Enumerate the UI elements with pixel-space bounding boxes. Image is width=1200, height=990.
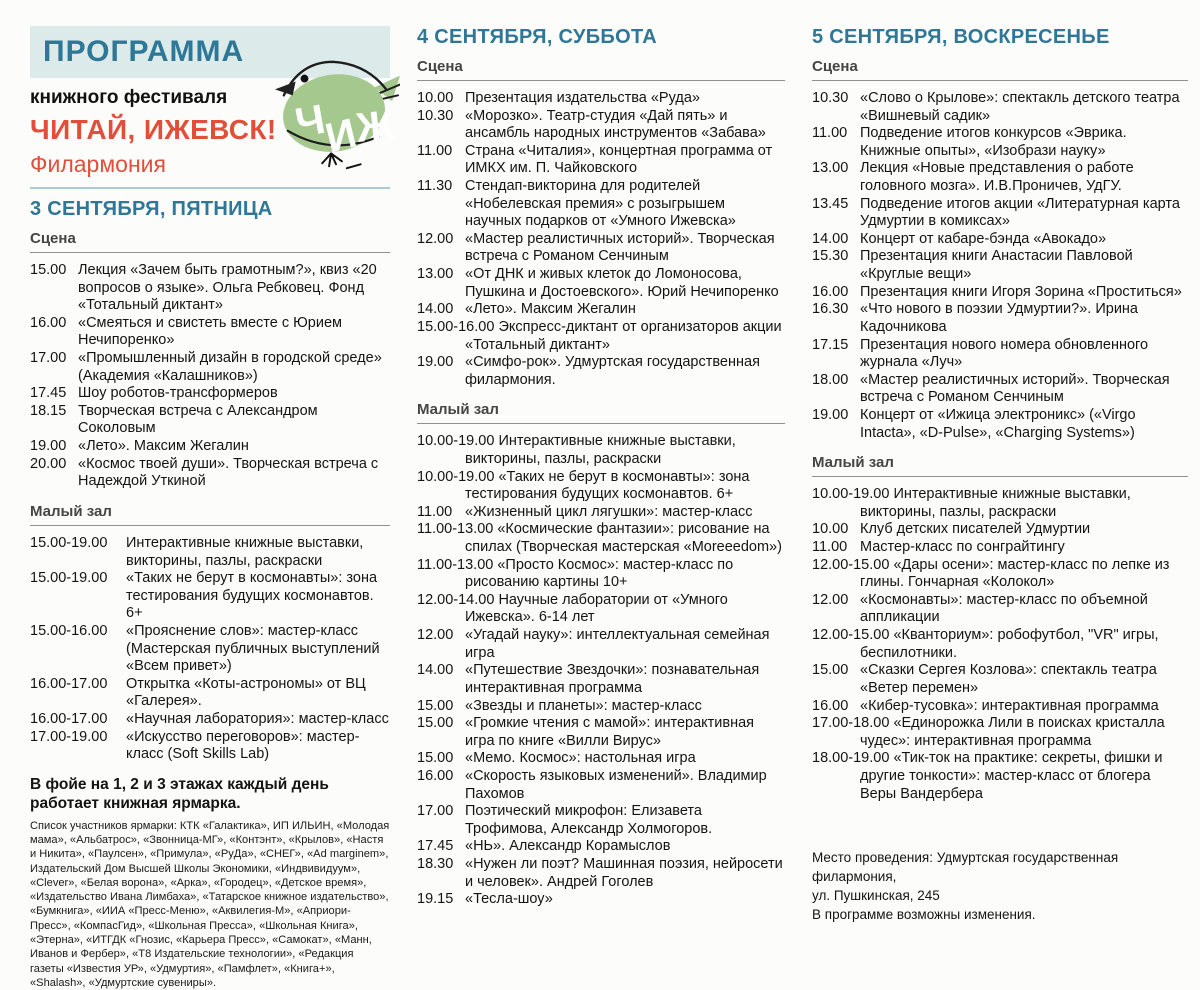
- schedule-item: [30, 711, 390, 729]
- time-label: 12.00-14.00: [417, 591, 495, 608]
- event-text: Концерт от кабаре-бэнда «Авокадо»: [860, 230, 1107, 247]
- festival-venue: Филармония: [30, 151, 166, 177]
- event-text: «Путешествие Звездочки»: познавательная интерактивная программа: [465, 662, 760, 696]
- event-text: Презентация нового номера обновленного журнала «Луч»: [860, 336, 1149, 371]
- section-label: Малый зал: [417, 401, 785, 424]
- time-label: 17.00: [30, 350, 67, 367]
- event-text: «Мемо. Космос»: настольная игра: [465, 750, 696, 767]
- time-label: 12.00-15.00: [812, 627, 890, 644]
- schedule-item: [30, 535, 390, 570]
- schedule-item: [812, 196, 1188, 231]
- event-text: «Космические фантазии»: рисование на спилах (Творческая мастерская «Moreeedom»): [465, 521, 782, 556]
- program-change-note: В программе возможны изменения.: [812, 906, 1036, 922]
- logo-letter-i: И: [320, 109, 361, 162]
- schedule-item: [417, 143, 785, 178]
- event-text: «От ДНК и живых клеток до Ломоносова, Пушкина и Достоевского». Юрий Нечипоренко: [465, 266, 779, 300]
- schedule-item: [417, 891, 785, 909]
- time-label: 18.15: [30, 402, 67, 419]
- schedule-item: [417, 803, 785, 838]
- schedule-item: [812, 592, 1188, 627]
- schedule-item: [417, 178, 785, 231]
- event-text: Открытка «Коты-астрономы» от ВЦ «Галерея».: [126, 675, 366, 710]
- time-label: 12.00: [417, 230, 454, 247]
- event-text: «Нужен ли поэт? Машинная поэзия, нейросети и человек». Андрей Гоголев: [465, 855, 783, 890]
- event-text: «Звезды и планеты»: мастер-класс: [465, 697, 702, 714]
- schedule-item: [812, 486, 1188, 521]
- schedule-item: [812, 662, 1188, 697]
- schedule-item: [30, 570, 390, 623]
- schedule-item: [812, 90, 1188, 125]
- schedule-item: [417, 750, 785, 768]
- schedule-item: [812, 715, 1188, 750]
- event-text: «Что нового в поэзии Удмуртии?». Ирина Кадочникова: [860, 301, 1138, 335]
- day-2-schedule: [417, 58, 785, 909]
- time-label: 14.00: [417, 662, 454, 679]
- schedule-item: [812, 284, 1188, 302]
- schedule-item: [30, 456, 390, 491]
- schedule-list: [812, 90, 1188, 442]
- event-text: Клуб детских писателей Удмуртии: [860, 521, 1091, 538]
- section-label: Сцена: [812, 58, 1188, 81]
- event-text: Презентация книги Игоря Зорина «Проститься»: [860, 283, 1182, 300]
- time-label: 18.00: [812, 371, 849, 388]
- event-text: Интерактивные книжные выставки, викторины, пазлы, раскраски: [465, 433, 736, 467]
- column-day-3: [812, 26, 1188, 990]
- schedule-item: [417, 231, 785, 266]
- header-divider: [30, 187, 390, 189]
- event-text: Научные лаборатории от «Умного Ижевска». 6-14 лет: [465, 591, 728, 626]
- schedule-item: [812, 160, 1188, 195]
- event-text: «Мастер реалистичных историй». Творческая встреча с Романом Сенчиным: [465, 230, 775, 265]
- schedule-item: [812, 698, 1188, 716]
- schedule-item: [812, 248, 1188, 283]
- event-text: «Космонавты»: мастер-класс по объемной аппликации: [860, 591, 1148, 626]
- time-label: 19.00: [417, 354, 454, 371]
- schedule-item: [812, 539, 1188, 557]
- time-label: 16.00-17.00: [30, 675, 108, 692]
- schedule-list: [30, 262, 390, 491]
- logo-letter-zh: Ж: [354, 101, 397, 151]
- schedule-list: [417, 90, 785, 389]
- schedule-item: [30, 729, 390, 764]
- event-text: «Просто Космос»: мастер-класс по рисованию картины 10+: [465, 556, 734, 591]
- time-label: 15.00: [417, 697, 454, 714]
- event-text: «Симфо-рок». Удмуртская государственная филармония.: [465, 354, 760, 388]
- time-label: 10.00: [812, 521, 849, 538]
- schedule-item: [417, 433, 785, 468]
- festival-subtitle: книжного фестиваля: [30, 87, 228, 108]
- time-label: 18.00-19.00: [812, 750, 890, 767]
- schedule-item: [812, 125, 1188, 160]
- schedule-item: [417, 319, 785, 354]
- time-label: 15.00: [417, 715, 454, 732]
- schedule-item: [812, 372, 1188, 407]
- schedule-item: [417, 301, 785, 319]
- time-label: 20.00: [30, 455, 67, 472]
- schedule-item: [812, 750, 1188, 803]
- time-label: 15.00: [30, 262, 67, 278]
- book-fair-participants: Список участников ярмарки: КТК «Галактика», ИП ИЛЬИН, «Молодая мама», «Альбатрос», «Звонница-МГ», «Контэнт», «Крылов», «Настя и Никита», «Паулсен», «Примула», «РуДа», «СНЕГ», «Ad marginem», Издательский Дом Высшей Школы Экономики, «Индвивидуум», «Clever», «Белая ворона», «Арка», «Городец», «Детское время», «Издательство Ивана Лимбаха», «Татарское книжное издательство», «Бумкнига», «ИИА «Пресс-Меню», «Аквилегия-М», «Априори-Пресс», «КомпасГид», «Школьная Пресса», «Школьная Книга», «Этерна», «ИТГДК «Гнозис, «Карьера Пресс», «Самокат», «Манн, Иванов и Фербер», «Т8 Издательские технологии», «Редакция газеты «Известия УР», «Удмуртия», «Памфлет», «Книга+», «Shalash», «Удмуртские сувениры».: [30, 819, 390, 989]
- time-label: 11.00: [812, 539, 848, 556]
- schedule-item: [417, 715, 785, 750]
- time-label: 14.00: [812, 230, 849, 247]
- time-label: 11.00: [417, 503, 453, 520]
- event-text: Стендап-викторина для родителей «Нобелевская премия» с розыгрышем научных подарков от «Умного Ижевска»: [465, 178, 736, 230]
- day-1-schedule: [30, 230, 390, 764]
- event-text: «Смеяться и свистеть вместе с Юрием Нечипоренко»: [78, 314, 342, 349]
- schedule-item: [417, 266, 785, 301]
- schedule-item: [30, 315, 390, 350]
- schedule-item: [417, 521, 785, 556]
- time-label: 12.00: [812, 591, 849, 608]
- time-label: 17.00-18.00: [812, 715, 890, 732]
- time-label: 17.00: [417, 803, 454, 820]
- schedule-item: [812, 521, 1188, 539]
- time-label: 13.00: [417, 266, 454, 283]
- day-title-saturday: 4 СЕНТЯБРЯ, СУББОТА: [417, 26, 657, 48]
- event-text: «Кибер-тусовка»: интерактивная программа: [860, 697, 1159, 714]
- time-label: 17.00-19.00: [30, 728, 108, 745]
- event-text: «Таких не берут в космонавты»: зона тестирования будущих космонавтов. 6+: [465, 468, 750, 503]
- event-text: «Скорость языковых изменений». Владимир Пахомов: [465, 767, 767, 802]
- event-text: «Тик-ток на практике: секреты, фишки и другие тонкости»: мастер-класс от блогера Веры Вандербера: [860, 750, 1163, 802]
- event-text: «Прояснение слов»: мастер-класс (Мастерская публичных выступлений «Всем привет»): [126, 622, 380, 675]
- day-title-friday: 3 СЕНТЯБРЯ, ПЯТНИЦА: [30, 198, 273, 220]
- event-text: Презентация книги Анастасии Павловой «Круглые вещи»: [860, 248, 1133, 283]
- schedule-item: [417, 504, 785, 522]
- chizh-bird-logo: [272, 52, 400, 182]
- event-text: «Дары осени»: мастер-класс по лепке из глины. Гончарная «Колокол»: [860, 556, 1170, 591]
- time-label: 15.00: [812, 662, 849, 679]
- time-label: 16.00: [417, 767, 454, 784]
- schedule-item: [30, 403, 390, 438]
- event-text: «Научная лаборатория»: мастер-класс: [126, 711, 389, 728]
- schedule-item: [417, 698, 785, 716]
- event-text: «Искусство переговоров»: мастер-класс (Soft Skills Lab): [126, 728, 360, 763]
- time-label: 11.00-13.00: [417, 556, 494, 573]
- schedule-item: [812, 407, 1188, 442]
- event-text: Творческая встреча с Александром Соколовым: [78, 402, 318, 437]
- event-text: Лекция «Новые представления о работе головного мозга». И.В.Проничев, УдГУ.: [860, 160, 1134, 195]
- time-label: 11.00: [417, 142, 453, 159]
- time-label: 10.30: [417, 107, 454, 124]
- event-text: Мастер-класс по сонграйтингу: [860, 539, 1065, 556]
- event-text: «Слово о Крылове»: спектакль детского театра «Вишневый садик»: [860, 90, 1180, 124]
- schedule-item: [30, 350, 390, 385]
- column-day-2: [417, 26, 785, 990]
- event-text: «Жизненный цикл лягушки»: мастер-класс: [465, 503, 753, 520]
- festival-name: ЧИТАЙ, ИЖЕВСК!: [30, 114, 277, 145]
- time-label: 16.00: [812, 283, 849, 300]
- time-label: 15.00-19.00: [30, 570, 108, 587]
- section-label: Сцена: [417, 58, 785, 81]
- event-text: Лекция «Зачем быть грамотным?», квиз «20 вопросов о языке». Ольга Ребковец. Фонд «Тотальный диктант»: [78, 262, 377, 314]
- time-label: 19.00: [812, 406, 849, 423]
- schedule-item: [417, 768, 785, 803]
- logo-letter-ch: Ч: [291, 95, 329, 147]
- schedule-item: [417, 90, 785, 108]
- schedule-item: [417, 354, 785, 389]
- event-text: «Мастер реалистичных историй». Творческая встреча с Романом Сенчиным: [860, 371, 1170, 406]
- section-label: Сцена: [30, 230, 390, 253]
- schedule-item: [812, 337, 1188, 372]
- event-text: «Единорожка Лили в поисках кристалла чудес»: интерактивная программа: [860, 715, 1165, 749]
- event-text: «Угадай науку»: интеллектуальная семейная игра: [465, 627, 770, 661]
- event-text: Поэтический микрофон: Елизавета Трофимова, Александр Холмогоров.: [465, 803, 713, 837]
- schedule-item: [417, 108, 785, 143]
- time-label: 12.00: [417, 627, 454, 644]
- venue-footer: [812, 849, 1188, 925]
- event-text: «Лето». Максим Жегалин: [78, 438, 249, 455]
- time-label: 10.00: [417, 90, 454, 106]
- event-text: Подведение итогов акции «Литературная карта Удмуртии в комиксах»: [860, 195, 1180, 230]
- time-label: 15.00-16.00: [417, 318, 495, 335]
- schedule-item: [30, 623, 390, 676]
- schedule-item: [417, 592, 785, 627]
- schedule-item: [30, 438, 390, 456]
- event-text: «Космос твоей души». Творческая встреча с Надеждой Уткиной: [78, 455, 379, 490]
- time-label: 10.00-19.00: [417, 468, 495, 485]
- event-text: Шоу роботов-трансформеров: [78, 385, 278, 402]
- schedule-item: [417, 856, 785, 891]
- event-text: Концерт от «Ижица электроникс» («Virgo Intacta», «D-Pulse», «Charging Systems»): [860, 406, 1136, 441]
- section-label: Малый зал: [30, 503, 390, 526]
- time-label: 16.00-17.00: [30, 711, 108, 728]
- column-day-1: [30, 26, 397, 990]
- time-label: 11.00: [812, 125, 848, 142]
- time-label: 10.00-19.00: [812, 486, 890, 503]
- time-label: 11.00-13.00: [417, 521, 494, 538]
- schedule-item: [417, 627, 785, 662]
- schedule-item: [417, 469, 785, 504]
- schedule-item: [417, 557, 785, 592]
- event-text: «Промышленный дизайн в городской среде» (Академия «Калашников»): [78, 350, 382, 384]
- time-label: 15.30: [812, 248, 849, 265]
- time-label: 14.00: [417, 301, 454, 318]
- venue-address-line2: ул. Пушкинская, 245: [812, 887, 940, 903]
- time-label: 18.30: [417, 855, 454, 872]
- event-text: «Морозко». Театр-студия «Дай пять» и ансамбль народных инструментов «Забава»: [465, 107, 766, 142]
- event-text: Экспресс-диктант от организаторов акции «Тотальный диктант»: [465, 318, 782, 353]
- time-label: 10.00-19.00: [417, 433, 495, 450]
- time-label: 17.45: [417, 838, 454, 855]
- time-label: 10.30: [812, 90, 849, 106]
- schedule-list: [417, 433, 785, 908]
- event-text: «НЬ». Александр Корамыслов: [465, 838, 671, 855]
- venue-address-line1: Место проведения: Удмуртская государственная филармония,: [812, 850, 1119, 885]
- time-label: 17.15: [812, 336, 849, 353]
- event-text: Презентация издательства «Руда»: [465, 90, 700, 106]
- event-text: «Тесла-шоу»: [465, 891, 553, 908]
- time-label: 15.00-19.00: [30, 534, 108, 551]
- time-label: 11.30: [417, 178, 453, 195]
- schedule-item: [812, 557, 1188, 592]
- day-title-sunday: 5 СЕНТЯБРЯ, ВОСКРЕСЕНЬЕ: [812, 26, 1110, 48]
- time-label: 15.00: [417, 750, 454, 767]
- time-label: 12.00-15.00: [812, 556, 890, 573]
- schedule-item: [30, 262, 390, 315]
- schedule-list: [812, 486, 1188, 803]
- schedule-item: [30, 385, 390, 403]
- event-text: «Сказки Сергея Козлова»: спектакль театра «Ветер перемен»: [860, 662, 1157, 696]
- event-text: Страна «Читалия», концертная программа от ИМКХ им. П. Чайковского: [465, 142, 773, 177]
- time-label: 16.00: [30, 314, 67, 331]
- event-text: Интерактивные книжные выставки, викторины, пазлы, раскраски: [860, 486, 1131, 520]
- event-text: «Таких не берут в космонавты»: зона тестирования будущих космонавтов. 6+: [126, 570, 378, 622]
- time-label: 13.45: [812, 195, 849, 212]
- event-text: «Лето». Максим Жегалин: [465, 301, 636, 318]
- time-label: 17.45: [30, 385, 67, 402]
- time-label: 19.00: [30, 438, 67, 455]
- section-label: Малый зал: [812, 454, 1188, 477]
- schedule-item: [417, 662, 785, 697]
- schedule-item: [30, 676, 390, 711]
- time-label: 19.15: [417, 891, 454, 908]
- schedule-item: [812, 627, 1188, 662]
- schedule-item: [417, 838, 785, 856]
- event-text: Подведение итогов конкурсов «Эврика. Книжные опыты», «Изобрази науку»: [860, 125, 1127, 159]
- schedule-item: [812, 301, 1188, 336]
- day-3-schedule: [812, 58, 1188, 803]
- book-fair-note: В фойе на 1, 2 и 3 этажах каждый день работает книжная ярмарка.: [30, 775, 329, 812]
- time-label: 16.30: [812, 301, 849, 318]
- event-text: Интерактивные книжные выставки, викторины, пазлы, раскраски: [126, 534, 364, 569]
- schedule-item: [812, 231, 1188, 249]
- event-text: «Кванториум»: робофутбол, "VR" игры, беспилотники.: [860, 627, 1159, 661]
- time-label: 16.00: [812, 697, 849, 714]
- time-label: 13.00: [812, 160, 849, 177]
- program-title: ПРОГРАММА: [43, 35, 245, 68]
- time-label: 15.00-16.00: [30, 622, 108, 639]
- schedule-list: [30, 535, 390, 764]
- event-text: «Громкие чтения с мамой»: интерактивная игра по книге «Вилли Вирус»: [465, 715, 755, 749]
